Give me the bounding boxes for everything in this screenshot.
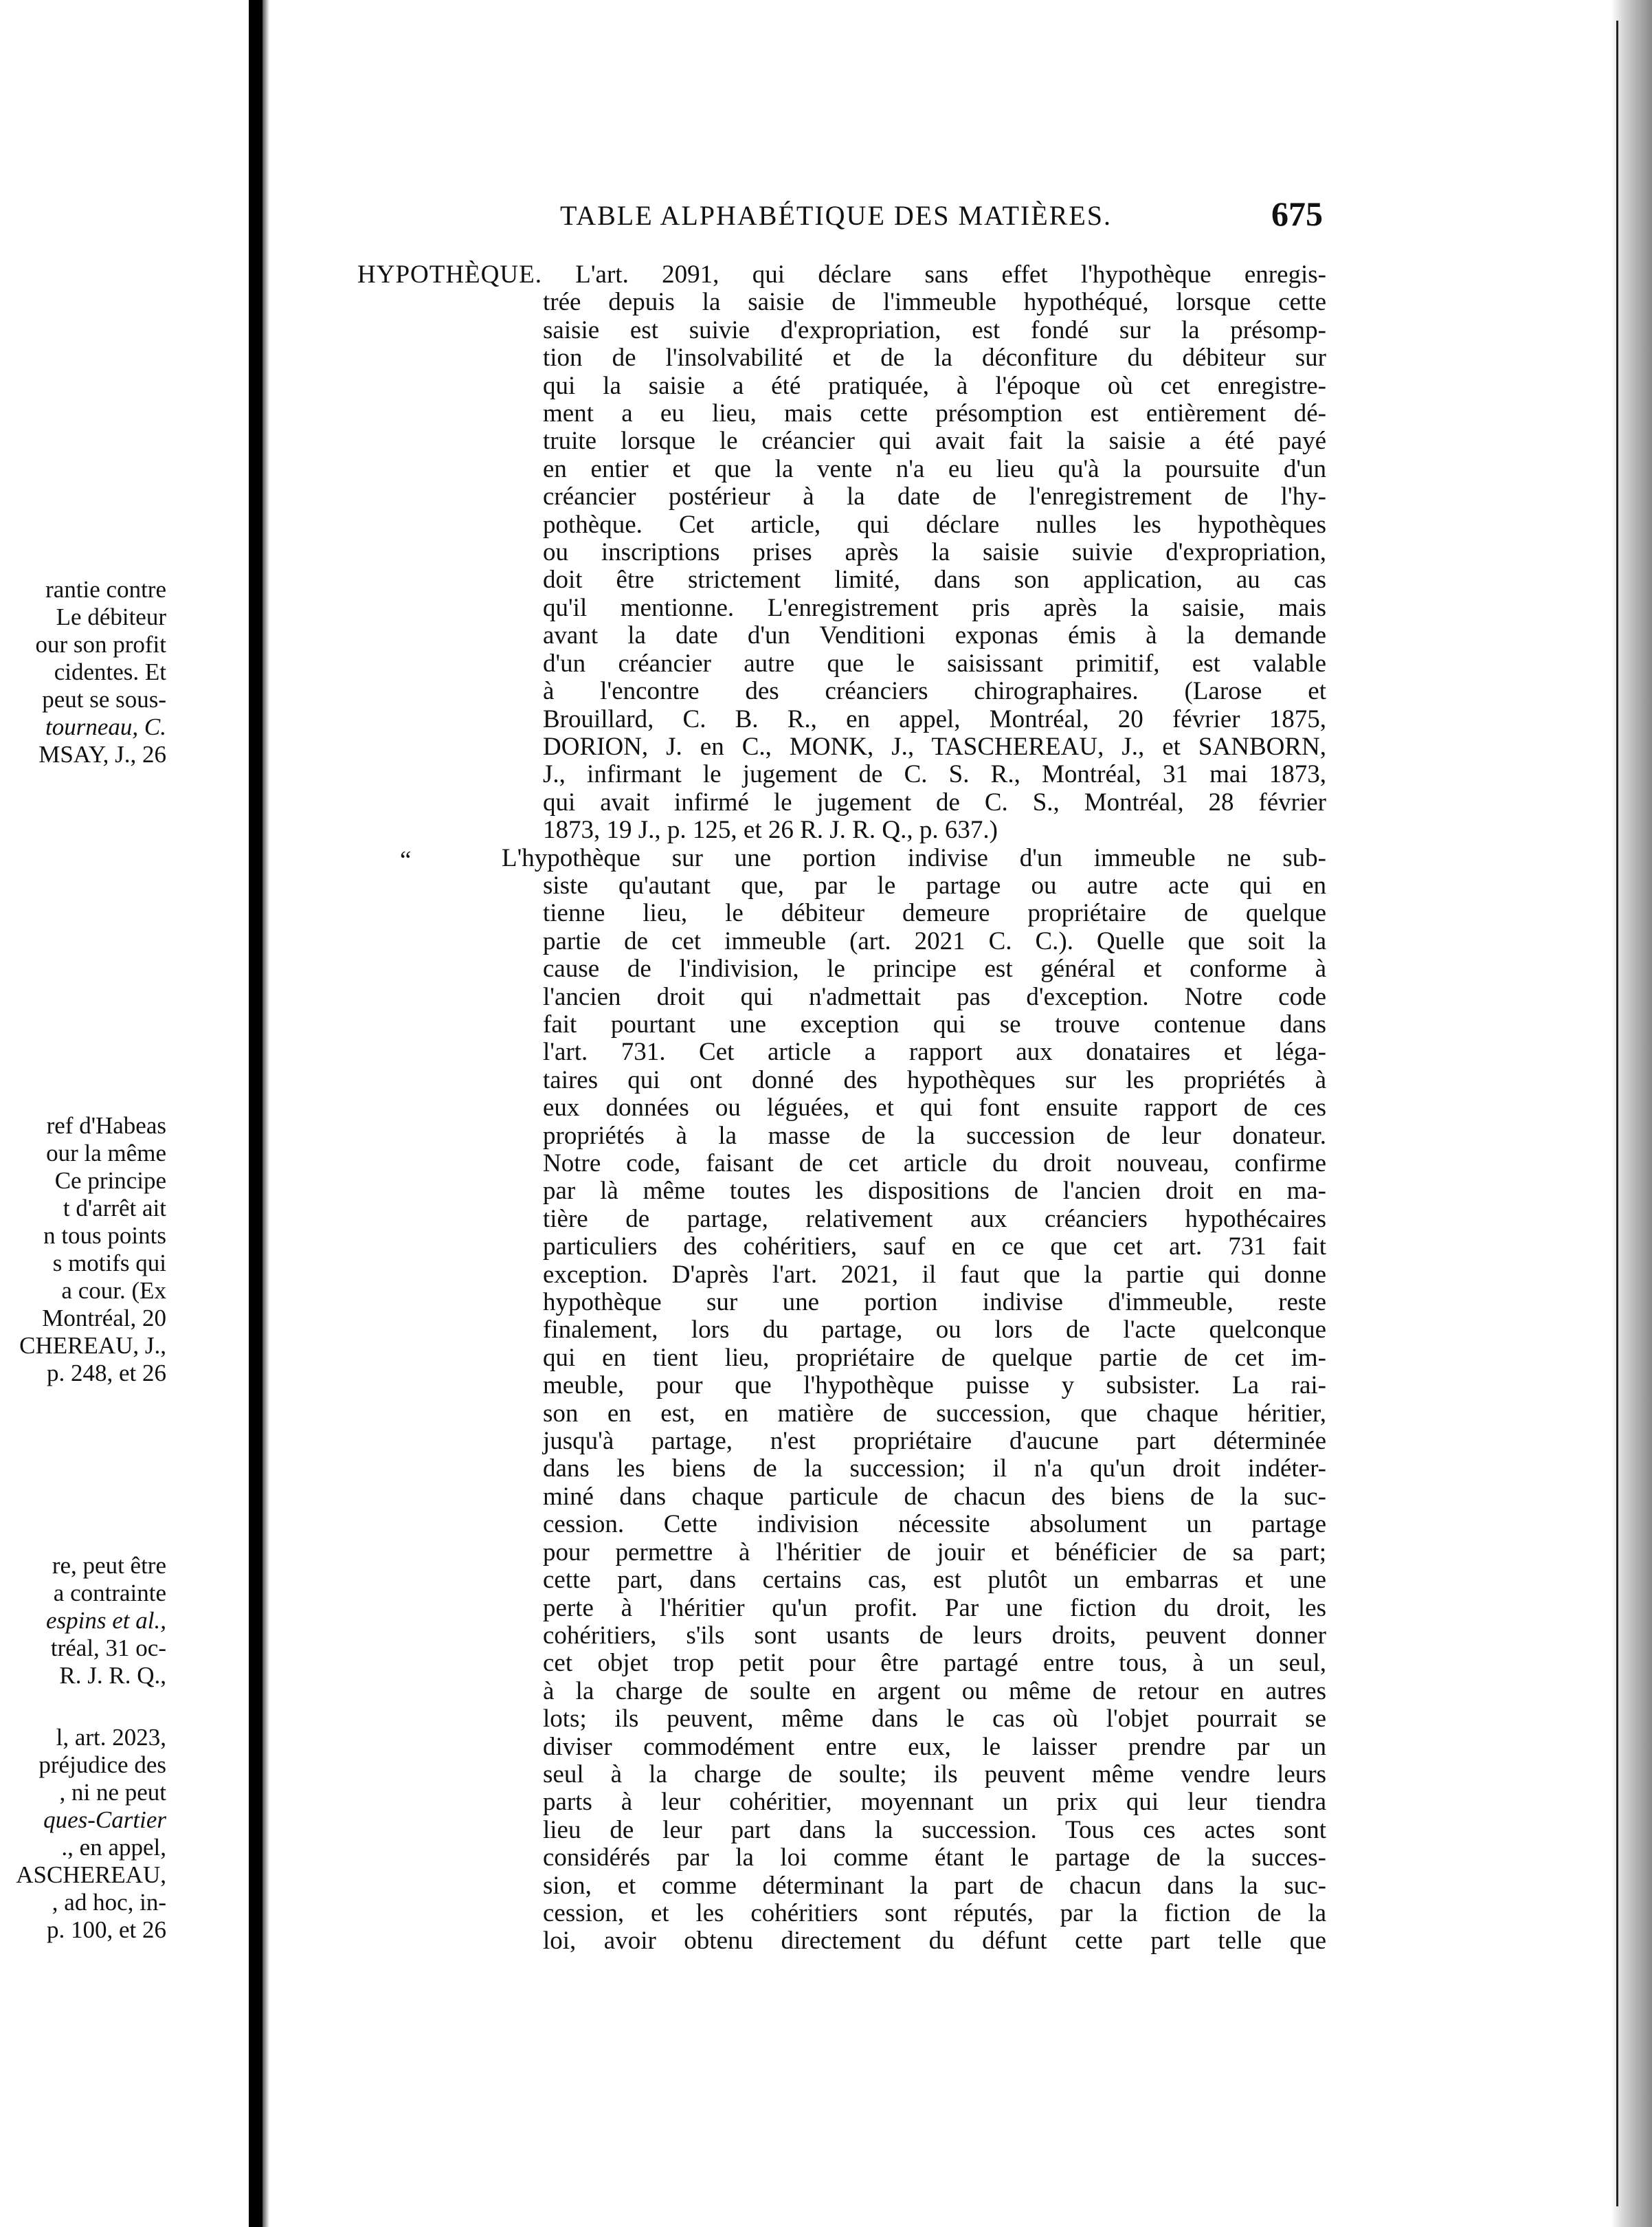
text-line: pothèque. Cet article, qui déclare nulles les hypothèques bbox=[543, 510, 1326, 539]
text-line: sion, et comme déterminant la part de chacun dans la suc- bbox=[543, 1871, 1326, 1900]
text-line: qui en tient lieu, propriétaire de quelque partie de cet im- bbox=[543, 1343, 1326, 1372]
entry-paragraph-1 bbox=[357, 261, 1326, 845]
text-line: ou inscriptions prises après la saisie suivie d'expropriation, bbox=[543, 538, 1326, 567]
text-line: L'hypothèque sur une portion indivise d'un immeuble ne sub- bbox=[502, 843, 1326, 872]
left-line: tourneau, C. bbox=[45, 713, 166, 740]
text-line: son en est, en matière de succession, que chaque héritier, bbox=[543, 1399, 1326, 1428]
left-fragment-block-1 bbox=[35, 576, 166, 768]
text-line: qu'il mentionne. L'enregistrement pris après la saisie, mais bbox=[543, 593, 1326, 622]
left-line: t d'arrêt ait bbox=[63, 1195, 166, 1221]
text-line: diviser commodément entre eux, le laisser prendre par un bbox=[543, 1732, 1326, 1761]
text-line: cession. Cette indivision nécessite absolument un partage bbox=[543, 1510, 1326, 1539]
left-line: , ad hoc, in- bbox=[52, 1889, 166, 1916]
header-title: TABLE ALPHABÉTIQUE DES MATIÈRES. bbox=[560, 200, 1113, 231]
text-line: en entier et que la vente n'a eu lieu qu'à la poursuite d'un bbox=[543, 454, 1326, 483]
text-line: Brouillard, C. B. R., en appel, Montréal, 20 février 1875, bbox=[543, 705, 1326, 733]
left-line: ques-Cartier bbox=[43, 1806, 166, 1833]
text-line: saisie est suivie d'expropriation, est fondé sur la présomp- bbox=[543, 315, 1326, 344]
text-line: à la charge de soulte en argent ou même de retour en autres bbox=[543, 1676, 1326, 1705]
left-line: R. J. R. Q., bbox=[59, 1662, 166, 1689]
text-line: d'un créancier autre que le saisissant primitif, est valable bbox=[543, 649, 1326, 678]
text-line: tienne lieu, le débiteur demeure propriétaire de quelque bbox=[543, 899, 1326, 928]
text-line: propriétés à la masse de la succession de leur donateur. bbox=[543, 1121, 1326, 1150]
left-line: espins et al., bbox=[46, 1607, 166, 1634]
book-gutter bbox=[249, 0, 263, 2227]
text-line: cette part, dans certains cas, est plutôt un embarras et une bbox=[543, 1566, 1326, 1595]
text-line: DORION, J. en C., MONK, J., TASCHEREAU, J., et SANBORN, bbox=[543, 732, 1326, 761]
text-line: partie de cet immeuble (art. 2021 C. C.). Quelle que soit la bbox=[543, 927, 1326, 955]
left-line: re, peut être bbox=[52, 1552, 166, 1579]
entry-paragraph-2 bbox=[357, 845, 1326, 1955]
text-line: tière de partage, relativement aux créanciers hypothécaires bbox=[543, 1204, 1326, 1233]
left-line: our la même bbox=[46, 1140, 166, 1166]
text-line: finalement, lors du partage, ou lors de l'acte quelconque bbox=[543, 1316, 1326, 1344]
text-line: qui la saisie a été pratiquée, à l'époque où cet enregistre- bbox=[543, 371, 1326, 400]
left-line: Ce principe bbox=[54, 1167, 166, 1194]
text-line bbox=[357, 261, 1326, 289]
text-line: exception. D'après l'art. 2021, il faut que la partie qui donne bbox=[543, 1260, 1326, 1289]
left-line: peut se sous- bbox=[42, 686, 166, 713]
text-line: Notre code, faisant de cet article du droit nouveau, confirme bbox=[543, 1149, 1326, 1177]
left-line: s motifs qui bbox=[52, 1250, 166, 1276]
text-line: avant la date d'un Venditioni exponas émis à la demande bbox=[543, 621, 1326, 650]
text-line: cession, et les cohéritiers sont réputés, par la fiction de la bbox=[543, 1898, 1326, 1927]
text-line: pour permettre à l'héritier de jouir et bénéficier de sa part; bbox=[543, 1538, 1326, 1566]
text-line: meuble, pour que l'hypothèque puisse y subsister. La rai- bbox=[543, 1371, 1326, 1400]
left-line: CHEREAU, J., bbox=[19, 1332, 166, 1359]
gutter-shadow bbox=[263, 0, 269, 2227]
text-line: considérés par la loi comme étant le partage de la succes- bbox=[543, 1843, 1326, 1872]
text-line: lots; ils peuvent, même dans le cas où l'objet pourrait se bbox=[543, 1705, 1326, 1733]
text-line: l'art. 731. Cet article a rapport aux donataires et léga- bbox=[543, 1038, 1326, 1067]
text-line: parts à leur cohéritier, moyennant un prix qui leur tiendra bbox=[543, 1788, 1326, 1817]
text-line: J., infirmant le jugement de C. S. R., Montréal, 31 mai 1873, bbox=[543, 760, 1326, 789]
text-line: taires qui ont donné des hypothèques sur les propriétés à bbox=[543, 1065, 1326, 1094]
text-line: loi, avoir obtenu directement du défunt cette part telle que bbox=[543, 1927, 1326, 1955]
left-line: ref d'Habeas bbox=[46, 1112, 166, 1139]
text-line: siste qu'autant que, par le partage ou autre acte qui en bbox=[543, 871, 1326, 900]
left-fragment-block-2 bbox=[19, 1112, 166, 1387]
page-edge-line bbox=[1616, 21, 1618, 2206]
text-line: dans les biens de la succession; il n'a qu'un droit indéter- bbox=[543, 1454, 1326, 1483]
left-line: p. 248, et 26 bbox=[46, 1360, 166, 1386]
text-line: doit être strictement limité, dans son application, au cas bbox=[543, 566, 1326, 595]
left-fragment-block-4 bbox=[16, 1724, 166, 1944]
text-line: jusqu'à partage, n'est propriétaire d'aucune part déterminée bbox=[543, 1427, 1326, 1456]
text-line: hypothèque sur une portion indivise d'immeuble, reste bbox=[543, 1288, 1326, 1317]
text-line: trée depuis la saisie de l'immeuble hypothéqué, lorsque cette bbox=[543, 288, 1326, 317]
text-line: truite lorsque le créancier qui avait fait la saisie a été payé bbox=[543, 427, 1326, 456]
running-header bbox=[560, 194, 1323, 235]
text-line: cet objet trop petit pour être partagé entre tous, à un seul, bbox=[543, 1649, 1326, 1678]
text-line: lieu de leur part dans la succession. Tous ces actes sont bbox=[543, 1815, 1326, 1844]
text-line: ment a eu lieu, mais cette présomption est entièrement dé- bbox=[543, 399, 1326, 428]
index-entry bbox=[357, 261, 1326, 1955]
left-line: Montréal, 20 bbox=[42, 1305, 166, 1331]
text-line: eux données ou léguées, et qui font ensuite rapport de ces bbox=[543, 1094, 1326, 1122]
text-line: perte à l'héritier qu'un profit. Par une fiction du droit, les bbox=[543, 1593, 1326, 1622]
left-line: tréal, 31 oc- bbox=[50, 1635, 166, 1661]
text-line: miné dans chaque particule de chacun des biens de la suc- bbox=[543, 1482, 1326, 1511]
left-line: rantie contre bbox=[45, 576, 166, 603]
text-line: créancier postérieur à la date de l'enregistrement de l'hy- bbox=[543, 483, 1326, 511]
text-line: par là même toutes les dispositions de l'ancien droit en ma- bbox=[543, 1177, 1326, 1206]
left-line: Le débiteur bbox=[56, 603, 166, 630]
left-line: a contrainte bbox=[53, 1580, 166, 1606]
text-line: à l'encontre des créanciers chirographaires. (Larose et bbox=[543, 677, 1326, 706]
entry-keyword: HYPOTHÈQUE. bbox=[357, 261, 542, 289]
text-line: cohéritiers, s'ils sont usants de leurs droits, peuvent donner bbox=[543, 1621, 1326, 1650]
left-line: our son profit bbox=[35, 631, 166, 658]
text-line: qui avait infirmé le jugement de C. S., Montréal, 28 février bbox=[543, 788, 1326, 817]
left-line: p. 100, et 26 bbox=[46, 1916, 166, 1943]
ditto-mark: “ bbox=[400, 846, 412, 874]
left-line: , ni ne peut bbox=[59, 1779, 166, 1806]
left-line: ASCHEREAU, bbox=[16, 1861, 166, 1888]
text-span: L'art. 2091, qui déclare sans effet l'hypothèque enregis- bbox=[542, 261, 1326, 289]
text-line: particuliers des cohéritiers, sauf en ce que cet art. 731 fait bbox=[543, 1232, 1326, 1261]
left-line: l, art. 2023, bbox=[56, 1724, 166, 1751]
left-fragment-block-3 bbox=[46, 1552, 166, 1689]
text-line: cause de l'indivision, le principe est général et conforme à bbox=[543, 955, 1326, 984]
text-line: fait pourtant une exception qui se trouve contenue dans bbox=[543, 1010, 1326, 1039]
left-line: MSAY, J., 26 bbox=[38, 741, 166, 768]
text-line: l'ancien droit qui n'admettait pas d'exception. Notre code bbox=[543, 982, 1326, 1011]
left-line: n tous points bbox=[43, 1222, 166, 1249]
left-line: ., en appel, bbox=[61, 1834, 166, 1861]
left-line: cidentes. Et bbox=[54, 658, 166, 685]
page-number: 675 bbox=[1271, 195, 1323, 233]
facing-page-fragment bbox=[0, 0, 249, 2227]
text-line: 1873, 19 J., p. 125, et 26 R. J. R. Q., p. 637.) bbox=[543, 816, 998, 845]
text-line: tion de l'insolvabilité et de la déconfiture du débiteur sur bbox=[543, 344, 1326, 373]
left-line: préjudice des bbox=[38, 1751, 166, 1778]
text-line: seul à la charge de soulte; ils peuvent même vendre leurs bbox=[543, 1760, 1326, 1788]
left-line: a cour. (Ex bbox=[61, 1277, 166, 1304]
